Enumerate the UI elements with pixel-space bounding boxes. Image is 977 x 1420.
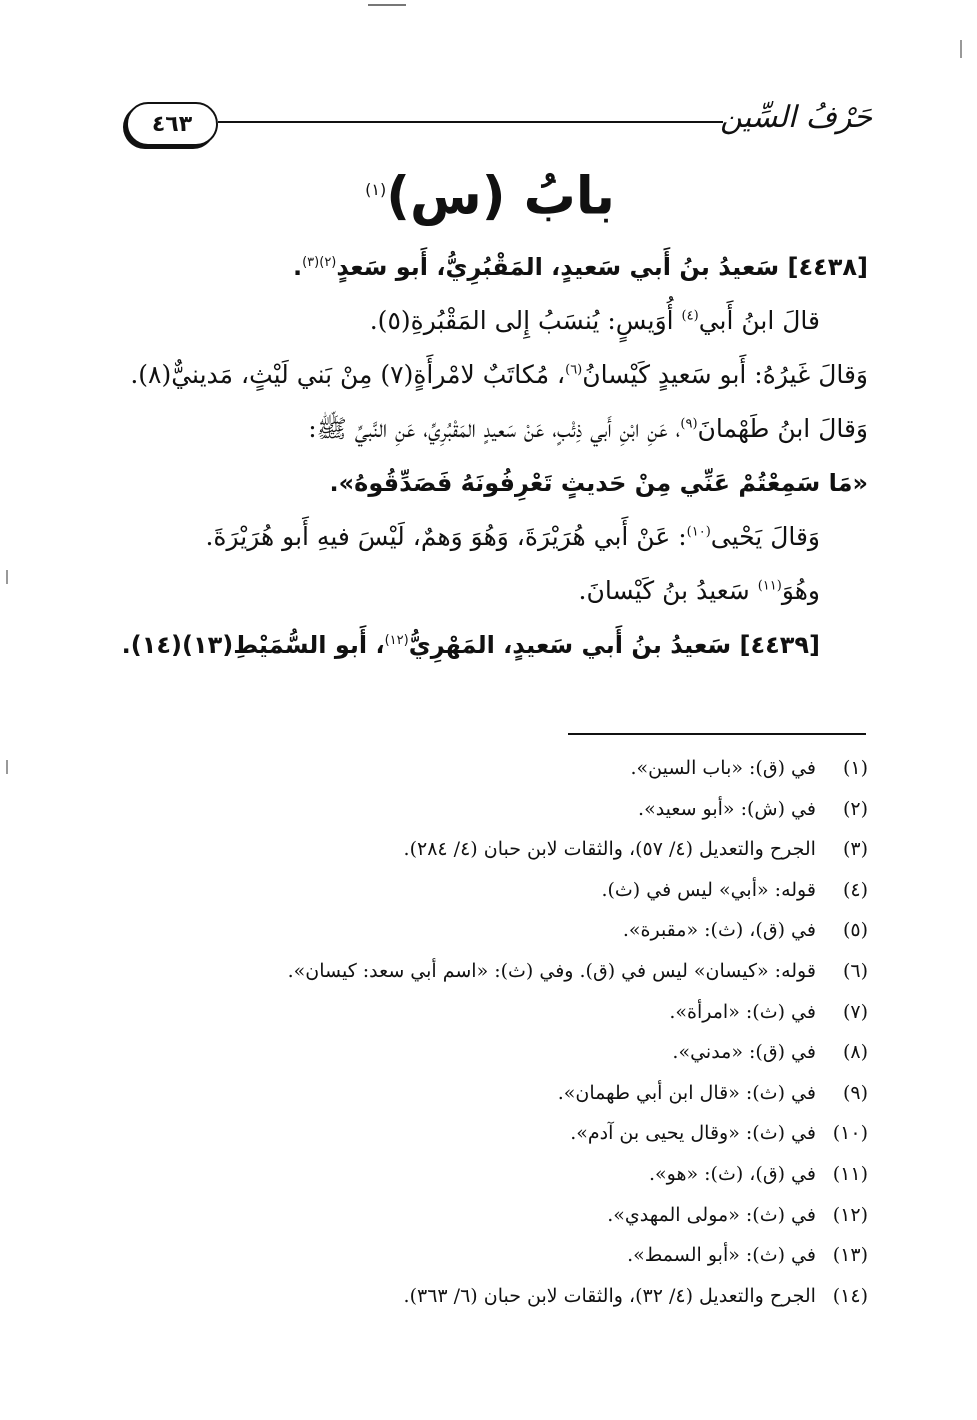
footnote-item (300, 748, 868, 789)
running-title: حَرْفُ السِّين (720, 100, 872, 135)
footnote-item (300, 910, 868, 951)
footnote-number: (١٢) (832, 1203, 868, 1226)
footnote-item (300, 1113, 868, 1154)
footnote-number: (٤) (842, 878, 868, 901)
footnote-number: (٢) (842, 797, 868, 820)
page-header (120, 100, 880, 146)
footnote-number: (١٤) (832, 1284, 868, 1307)
scan-mark (6, 760, 8, 774)
footnote-number: (١) (842, 757, 868, 779)
footnote-item (300, 1235, 868, 1276)
line-tail: ، أَبو السُّمَيْطِ(١٣)(١٤). (121, 631, 385, 659)
footnote-text: قوله: «كيسان» ليس في (ق). وفي (ث): «اسم أبي سعد: كيسان». (287, 959, 816, 982)
line-tail: أُوَيسٍ: يُنسَبُ إِلى المَقْبُرةِ(٥). (369, 306, 682, 335)
scan-mark (368, 4, 406, 6)
scan-mark (6, 570, 8, 584)
footnote-number: (٧) (842, 1000, 868, 1023)
chapter-title (280, 150, 700, 236)
scan-mark (960, 40, 962, 58)
footnote-ref: (٩) (680, 416, 698, 432)
footnote-text: في (ث): «امرأة». (669, 1000, 816, 1023)
footnote-item (300, 829, 868, 870)
text-line (120, 294, 868, 348)
footnote-item (300, 1073, 868, 1114)
footnote-number: (٥) (842, 919, 868, 942)
line-text: «مَا سَمِعْتُمْ عَنِّي مِنْ حَديثٍ تَعْرِفُونَهُ فَصَدِّقُوهُ». (329, 469, 868, 497)
footnote-ref: (١٢) (384, 633, 409, 648)
footnote-number: (٦) (842, 959, 868, 982)
footnote-text: في (ق): «باب السين». (630, 757, 816, 779)
footnote-number: (٣) (842, 838, 868, 861)
footnote-item (300, 1154, 868, 1195)
line-text: وَقالَ ابنُ طَهْمانَ (697, 414, 868, 443)
footnote-number: (١٠) (832, 1122, 868, 1145)
line-text: قالَ ابنُ أَبي (698, 306, 820, 335)
footnote-text: في (ث): «مولى المهدي». (607, 1203, 816, 1226)
line-tail: . (292, 253, 303, 281)
footnote-item (300, 992, 868, 1033)
footnote-text: في (ش): «أبو سعيد». (638, 797, 816, 820)
footnote-ref: (١٠) (686, 524, 711, 540)
footnote-text: الجرح والتعديل (٤/ ٣٢)، والثقات لابن حبان (٦/ ٣٦٣). (403, 1284, 816, 1307)
chapter-title-text: بابُ (س) (386, 166, 615, 227)
footnote-number: (١١) (832, 1162, 868, 1185)
footnote-item (300, 870, 868, 911)
text-line (120, 348, 868, 402)
footnote-text: الجرح والتعديل (٤/ ٥٧)، والثقات لابن حبان (٤/ ٢٨٤). (403, 838, 816, 861)
footnote-ref: (٤) (681, 308, 699, 324)
text-line (120, 564, 868, 618)
footnote-separator (568, 733, 866, 735)
line-text: وَقالَ غَيرُهُ: أَبو سَعيدٍ كَيْسانُ (582, 360, 868, 389)
footnote-ref: (١١) (757, 578, 782, 594)
main-text (120, 240, 868, 672)
line-tail: سَعيدُ بنُ كَيْسانَ. (578, 576, 758, 605)
line-text: [٤٤٣٨] سَعيدُ بنُ أَبي سَعيدٍ، المَقْبُرِيُّ، أَبو سَعدٍ (336, 253, 868, 281)
hadith-quote (120, 456, 868, 510)
page-number: ٤٦٣ (126, 102, 218, 146)
text-line (120, 510, 868, 564)
line-text: وهُوَ (781, 576, 820, 605)
entry-heading (120, 618, 868, 672)
footnote-text: في (ث): «أبو السمط». (627, 1244, 816, 1267)
footnote-ref: (٦) (565, 362, 583, 378)
header-rule (218, 121, 723, 123)
chapter-footnote-ref: (١) (365, 180, 387, 199)
footnote-text: في (ث): «قال ابن أبي طهمان». (557, 1081, 816, 1104)
line-text: [٤٤٣٩] سَعيدُ بنُ أَبي سَعيدٍ، المَهْرِيُّ (408, 631, 820, 659)
line-text: وَقالَ يَحْيى (710, 522, 820, 551)
footnote-item (300, 789, 868, 830)
footnote-number: (٨) (842, 1041, 868, 1064)
footnote-text: في (ق): «مدني». (672, 1041, 816, 1064)
footnote-text: قوله: «أبي» ليس في (ث). (601, 878, 816, 901)
footnote-item (300, 1032, 868, 1073)
text-line (120, 402, 868, 456)
footnotes (287, 748, 868, 1316)
footnote-item (287, 951, 868, 992)
footnote-text: في (ق)، (ث): «هو». (648, 1162, 816, 1185)
line-tail: : عَنْ أَبي هُرَيْرَةَ، وَهُوَ وَهمٌ، لَيْسَ فيهِ أَبو هُرَيْرَةَ. (205, 522, 687, 551)
footnote-ref: (٢)(٣) (302, 255, 337, 270)
line-tail: ، مُكاتَبٌ لامْرأَةٍ(٧) مِنْ بَني لَيْثٍ، مَدينيٌّ(٨). (130, 360, 566, 389)
footnote-text: في (ق)، (ث): «مقبرة». (622, 919, 816, 942)
footnote-number: (٩) (842, 1081, 868, 1104)
entry-heading (120, 240, 868, 294)
line-tail: ، عَنِ ابْنِ أَبي ذِئْبٍ، عَنْ سَعيدٍ المَقْبُرِيِّ، عَنِ النَّبيِّ ﷺ: (308, 414, 681, 443)
footnote-item (300, 1276, 868, 1317)
footnote-item (300, 1195, 868, 1236)
footnote-text: في (ث): «وقال يحيى بن آدم». (570, 1122, 816, 1145)
footnote-number: (١٣) (832, 1244, 868, 1267)
